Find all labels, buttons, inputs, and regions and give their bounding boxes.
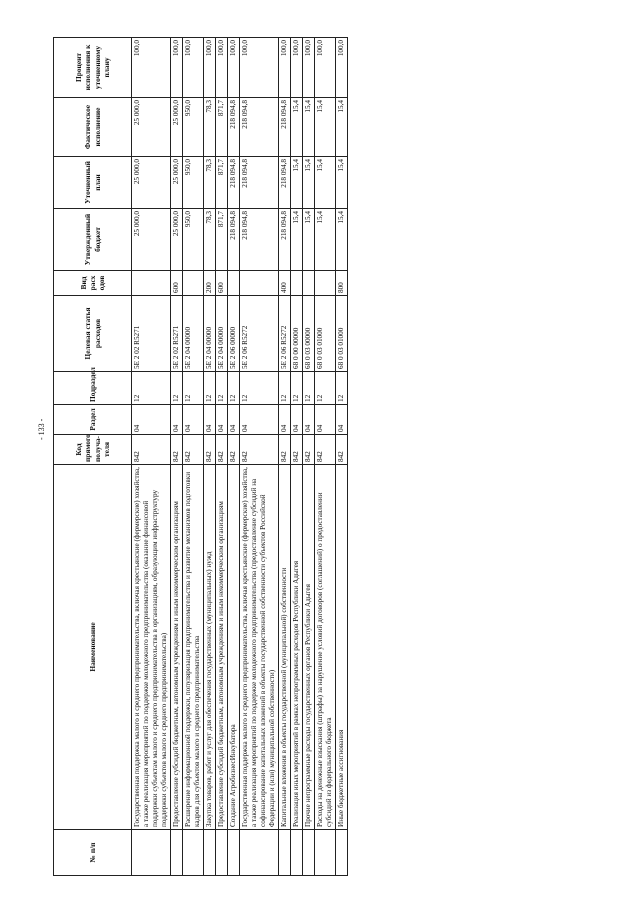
cell-percent: 100,0 — [336, 38, 348, 98]
table-header-row — [54, 38, 132, 876]
cell-percent: 100,0 — [315, 38, 336, 98]
cell-name: Предоставление субсидий бюджетным, автономным учреждениям и иным некоммерческим организациям — [216, 465, 228, 830]
cell-code: 842 — [171, 435, 183, 465]
cell-num — [240, 830, 279, 876]
cell-approved: 950,0 — [183, 209, 204, 271]
cell-section: 04 — [291, 405, 303, 435]
cell-adjusted: 15,4 — [291, 157, 303, 209]
cell-adjusted: 950,0 — [183, 157, 204, 209]
cell-num — [171, 830, 183, 876]
cell-type: 600 — [171, 271, 183, 296]
cell-type: 200 — [204, 271, 216, 296]
cell-name: Капитальные вложения в объекты государственной (муниципальной) собственности — [279, 465, 291, 830]
cell-percent: 100,0 — [171, 38, 183, 98]
cell-actual: 218 094,8 — [279, 98, 291, 157]
cell-subsection: 12 — [228, 372, 240, 405]
cell-adjusted: 218 094,8 — [228, 157, 240, 209]
header-actual: Фактическое исполнение — [54, 98, 132, 157]
cell-subsection: 12 — [303, 372, 315, 405]
cell-name: Государственная поддержка малого и среднего предпринимательства, включая крестьянские (фермерские) хозяйства, а также реализация мероприятий по поддержке молодежного предпринимательства (предоставление субсидий на софинансирование капитальных вложений в объекты государственной собственности субъектов Российской Федерации и (или) муниципальной собственности) — [240, 465, 279, 830]
header-section: Раздел — [54, 405, 132, 435]
cell-code: 842 — [132, 435, 171, 465]
cell-target: 5Е 2 06 R5272 — [279, 296, 291, 372]
cell-actual: 950,0 — [183, 98, 204, 157]
cell-approved: 15,4 — [315, 209, 336, 271]
cell-adjusted: 218 094,8 — [279, 157, 291, 209]
table-row — [240, 38, 279, 876]
cell-name: Закупка товаров, работ и услуг для обеспечения государственных (муниципальных) нужд — [204, 465, 216, 830]
cell-target: 68 0 03 01000 — [315, 296, 336, 372]
cell-name: Предоставление субсидий бюджетным, автономным учреждениям и иным некоммерческим организациям — [171, 465, 183, 830]
cell-code: 842 — [336, 435, 348, 465]
cell-type — [240, 271, 279, 296]
table-row — [303, 38, 315, 876]
cell-percent: 100,0 — [216, 38, 228, 98]
cell-subsection: 12 — [279, 372, 291, 405]
cell-name: Расширение информационной поддержки, популяризация предпринимательства и развитие механизмов подготовки кадров для субъектов малого и среднего предпринимательства — [183, 465, 204, 830]
cell-percent: 100,0 — [291, 38, 303, 98]
cell-type: 400 — [279, 271, 291, 296]
cell-subsection: 12 — [240, 372, 279, 405]
table-row — [183, 38, 204, 876]
budget-table — [53, 37, 348, 876]
cell-approved: 78,3 — [204, 209, 216, 271]
budget-table-rotated — [53, 38, 348, 876]
table-row — [336, 38, 348, 876]
cell-target: 68 0 00 00000 — [291, 296, 303, 372]
cell-code: 842 — [228, 435, 240, 465]
cell-percent: 100,0 — [204, 38, 216, 98]
cell-type — [228, 271, 240, 296]
header-adjusted: Уточненный план — [54, 157, 132, 209]
cell-code: 842 — [183, 435, 204, 465]
cell-type: 800 — [336, 271, 348, 296]
cell-approved: 15,4 — [291, 209, 303, 271]
cell-type — [315, 271, 336, 296]
cell-code: 842 — [240, 435, 279, 465]
cell-subsection: 12 — [315, 372, 336, 405]
cell-adjusted: 218 094,8 — [240, 157, 279, 209]
cell-code: 842 — [204, 435, 216, 465]
cell-name: Реализация иных мероприятий в рамках непрограммных расходов Республики Адыгея — [291, 465, 303, 830]
header-subsection: Подраздел — [54, 372, 132, 405]
cell-target: 5Е 2 02 R5271 — [132, 296, 171, 372]
cell-code: 842 — [291, 435, 303, 465]
header-num: № п/п — [54, 830, 132, 876]
table-body — [132, 38, 348, 876]
cell-section: 04 — [303, 405, 315, 435]
header-percent: Процент исполнения к уточненному плану — [54, 38, 132, 98]
cell-name: Расходы на денежные взыскания (штрафы) за нарушение условий договоров (соглашений) о предоставлении субсидий из федерального бюджета — [315, 465, 336, 830]
cell-target: 5Е 2 02 R5271 — [171, 296, 183, 372]
cell-section: 04 — [171, 405, 183, 435]
cell-target: 5Е 2 04 00000 — [216, 296, 228, 372]
cell-name: Иные бюджетные ассигнования — [336, 465, 348, 830]
header-target: Целевая статья расходов — [54, 296, 132, 372]
cell-approved: 15,4 — [303, 209, 315, 271]
header-code: Код прямого получа-теля — [54, 435, 132, 465]
cell-target: 5Е 2 04 00000 — [204, 296, 216, 372]
cell-actual: 25 000,0 — [171, 98, 183, 157]
cell-type: 600 — [216, 271, 228, 296]
table-row — [279, 38, 291, 876]
cell-subsection: 12 — [171, 372, 183, 405]
header-approved: Утвержденный бюджет — [54, 209, 132, 271]
cell-section: 04 — [315, 405, 336, 435]
cell-actual: 15,4 — [303, 98, 315, 157]
cell-percent: 100,0 — [132, 38, 171, 98]
cell-num — [303, 830, 315, 876]
table-row — [204, 38, 216, 876]
cell-num — [183, 830, 204, 876]
cell-num — [132, 830, 171, 876]
cell-name: Создание АгробизнесИнкубатора — [228, 465, 240, 830]
cell-actual: 15,4 — [315, 98, 336, 157]
cell-section: 04 — [240, 405, 279, 435]
cell-approved: 218 094,8 — [228, 209, 240, 271]
cell-num — [216, 830, 228, 876]
cell-target: 5Е 2 04 00000 — [183, 296, 204, 372]
cell-target: 5Е 2 06 R5272 — [240, 296, 279, 372]
cell-actual: 218 094,8 — [228, 98, 240, 157]
cell-num — [291, 830, 303, 876]
cell-percent: 100,0 — [303, 38, 315, 98]
cell-actual: 15,4 — [291, 98, 303, 157]
cell-name: Прочие непрограммные расходы государственных органов Республики Адыгея — [303, 465, 315, 830]
header-type: Вид расх одов — [54, 271, 132, 296]
cell-actual: 218 094,8 — [240, 98, 279, 157]
cell-adjusted: 15,4 — [303, 157, 315, 209]
cell-approved: 25 000,0 — [171, 209, 183, 271]
cell-approved: 25 000,0 — [132, 209, 171, 271]
cell-actual: 15,4 — [336, 98, 348, 157]
table-row — [228, 38, 240, 876]
cell-target: 68 0 03 01000 — [336, 296, 348, 372]
cell-type — [183, 271, 204, 296]
cell-num — [336, 830, 348, 876]
cell-section: 04 — [204, 405, 216, 435]
cell-name: Государственная поддержка малого и среднего предпринимательства, включая крестьянские (фермерские) хозяйства, а также реализация мероприятий по поддержке молодежного предпринимательства (оказание финансовой поддержки субъектам малого и среднего предпринимательства в организациям, образующим инфраструктуру поддержки субъектов малого и среднего предпринимательства) — [132, 465, 171, 830]
cell-num — [204, 830, 216, 876]
cell-actual: 871,7 — [216, 98, 228, 157]
cell-subsection: 12 — [132, 372, 171, 405]
cell-code: 842 — [279, 435, 291, 465]
cell-section: 04 — [228, 405, 240, 435]
cell-target: 68 0 03 00000 — [303, 296, 315, 372]
cell-approved: 15,4 — [336, 209, 348, 271]
cell-type — [291, 271, 303, 296]
table-row — [291, 38, 303, 876]
cell-num — [279, 830, 291, 876]
cell-code: 842 — [315, 435, 336, 465]
cell-num — [228, 830, 240, 876]
cell-target: 5Е 2 06 00000 — [228, 296, 240, 372]
table-row — [171, 38, 183, 876]
page-number: - 133 - — [37, 418, 46, 440]
cell-adjusted: 78,3 — [204, 157, 216, 209]
cell-section: 04 — [183, 405, 204, 435]
cell-subsection: 12 — [336, 372, 348, 405]
cell-percent: 100,0 — [279, 38, 291, 98]
cell-code: 842 — [303, 435, 315, 465]
cell-type — [303, 271, 315, 296]
cell-percent: 100,0 — [183, 38, 204, 98]
table-row — [315, 38, 336, 876]
cell-section: 04 — [216, 405, 228, 435]
header-name: Наименование — [54, 465, 132, 830]
cell-type — [132, 271, 171, 296]
cell-adjusted: 871,7 — [216, 157, 228, 209]
table-row — [216, 38, 228, 876]
cell-section: 04 — [336, 405, 348, 435]
table-row — [132, 38, 171, 876]
cell-num — [315, 830, 336, 876]
cell-subsection: 12 — [204, 372, 216, 405]
cell-subsection: 12 — [183, 372, 204, 405]
cell-adjusted: 25 000,0 — [171, 157, 183, 209]
cell-percent: 100,0 — [228, 38, 240, 98]
cell-section: 04 — [132, 405, 171, 435]
cell-approved: 218 094,8 — [240, 209, 279, 271]
cell-adjusted: 15,4 — [336, 157, 348, 209]
cell-section: 04 — [279, 405, 291, 435]
cell-actual: 78,3 — [204, 98, 216, 157]
cell-approved: 871,7 — [216, 209, 228, 271]
cell-adjusted: 15,4 — [315, 157, 336, 209]
cell-code: 842 — [216, 435, 228, 465]
cell-approved: 218 094,8 — [279, 209, 291, 271]
cell-subsection: 12 — [216, 372, 228, 405]
cell-actual: 25 000,0 — [132, 98, 171, 157]
cell-adjusted: 25 000,0 — [132, 157, 171, 209]
cell-percent: 100,0 — [240, 38, 279, 98]
cell-subsection: 12 — [291, 372, 303, 405]
